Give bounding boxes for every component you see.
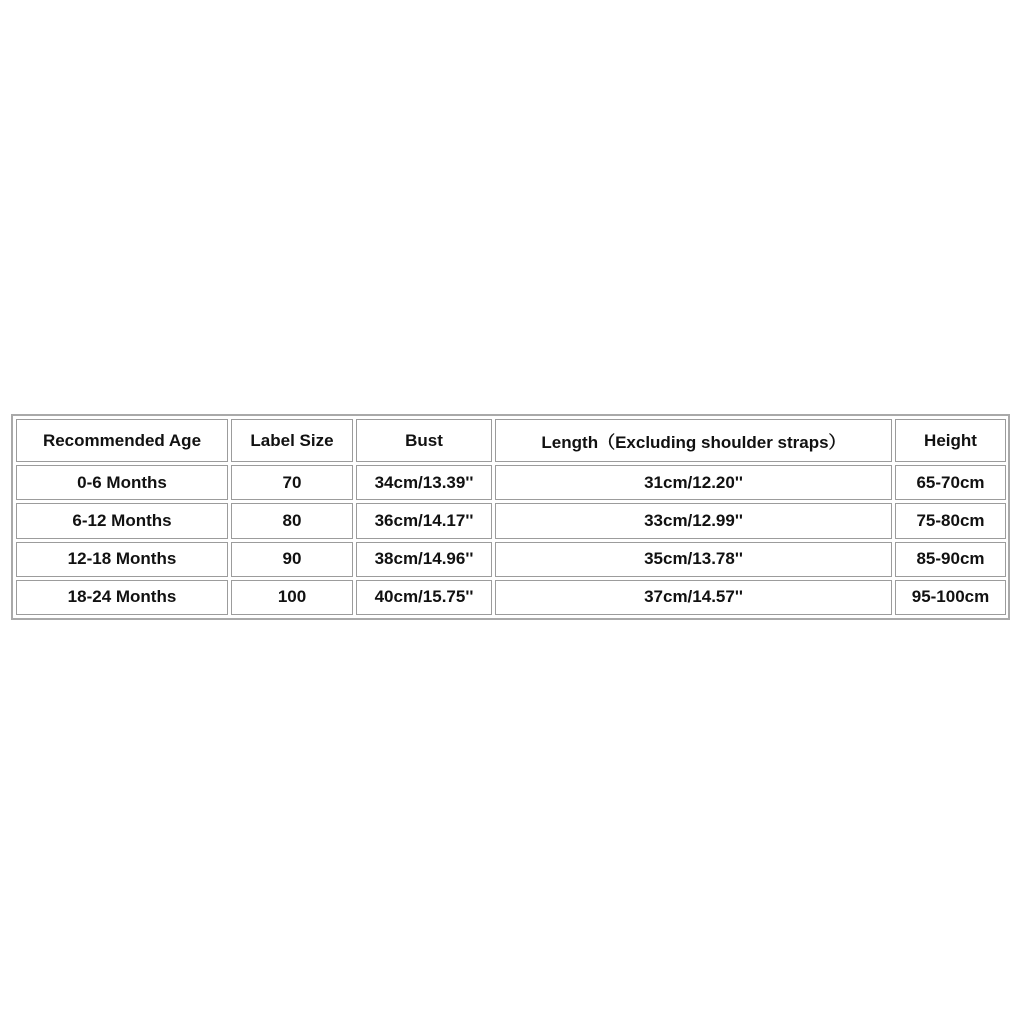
cell-age: 18-24 Months (16, 580, 228, 615)
header-length: Length（Excluding shoulder straps） (495, 419, 892, 462)
cell-label-size: 100 (231, 580, 353, 615)
table-row (16, 542, 1006, 577)
cell-age: 12-18 Months (16, 542, 228, 577)
cell-bust: 36cm/14.17'' (356, 503, 492, 538)
cell-length: 33cm/12.99'' (495, 503, 892, 538)
cell-age: 0-6 Months (16, 465, 228, 500)
cell-height: 85-90cm (895, 542, 1006, 577)
cell-bust: 34cm/13.39'' (356, 465, 492, 500)
header-bust: Bust (356, 419, 492, 462)
cell-height: 95-100cm (895, 580, 1006, 615)
cell-height: 65-70cm (895, 465, 1006, 500)
cell-age: 6-12 Months (16, 503, 228, 538)
cell-length: 37cm/14.57'' (495, 580, 892, 615)
table-row (16, 503, 1006, 538)
size-chart (11, 414, 1010, 620)
header-height: Height (895, 419, 1006, 462)
header-recommended-age: Recommended Age (16, 419, 228, 462)
cell-label-size: 90 (231, 542, 353, 577)
size-chart-table (13, 416, 1009, 618)
table-row (16, 580, 1006, 615)
cell-length: 35cm/13.78'' (495, 542, 892, 577)
cell-length: 31cm/12.20'' (495, 465, 892, 500)
cell-bust: 38cm/14.96'' (356, 542, 492, 577)
table-header-row (16, 419, 1006, 462)
table-row (16, 465, 1006, 500)
header-label-size: Label Size (231, 419, 353, 462)
cell-bust: 40cm/15.75'' (356, 580, 492, 615)
cell-label-size: 80 (231, 503, 353, 538)
cell-height: 75-80cm (895, 503, 1006, 538)
cell-label-size: 70 (231, 465, 353, 500)
